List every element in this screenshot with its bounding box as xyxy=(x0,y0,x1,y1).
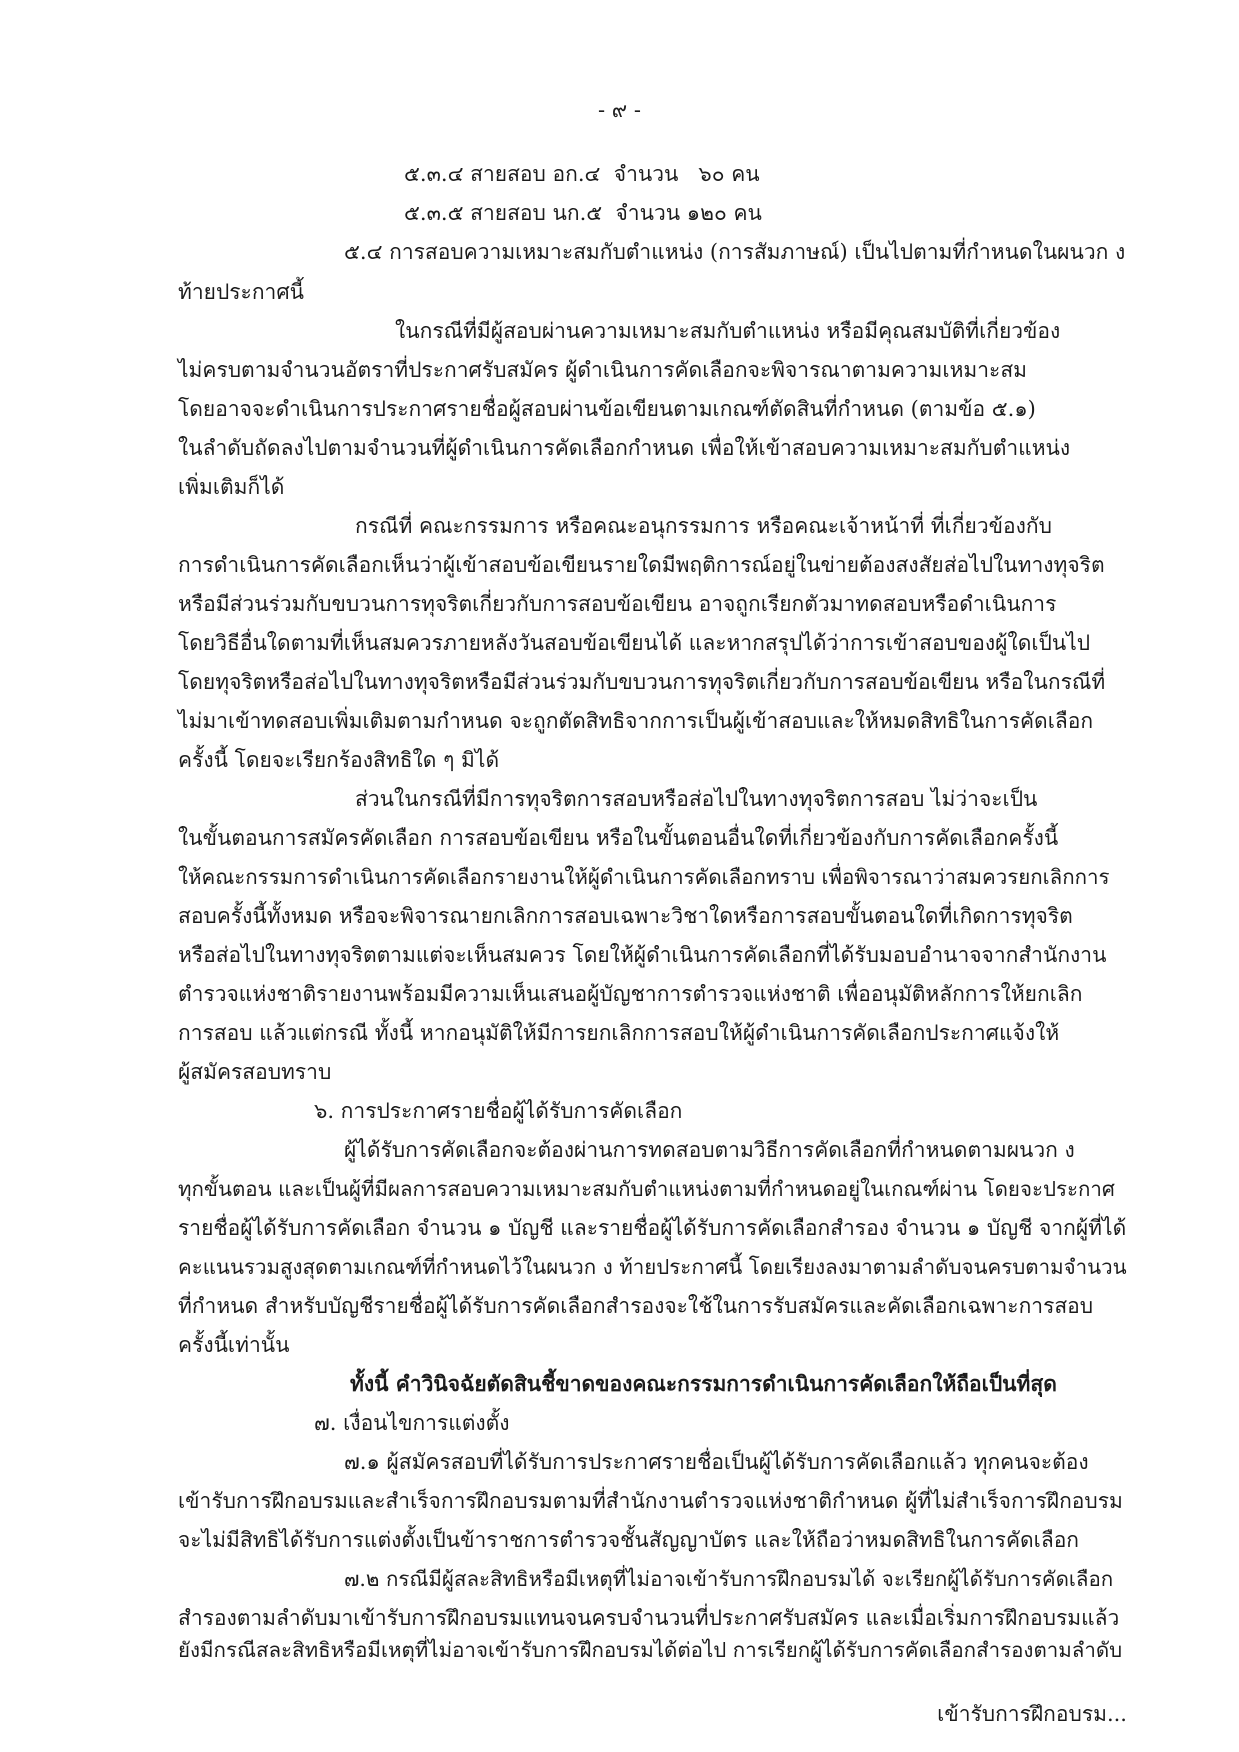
paragraph-line: ทุกขั้นตอน และเป็นผู้ที่มีผลการสอบความเหมาะสมกับตำแหน่งตามที่กำหนดอยู่ในเกณฑ์ผ่าน โดยจะประกาศ xyxy=(178,1177,1115,1201)
paragraph-line: ยังมีกรณีสละสิทธิหรือมีเหตุที่ไม่อาจเข้ารับการฝึกอบรมได้ต่อไป การเรียกผู้ได้รับการคัดเลือกสำรองตามลำดับ xyxy=(178,1638,1123,1662)
paragraph-line: ผู้ได้รับการคัดเลือกจะต้องผ่านการทดสอบตามวิธีการคัดเลือกที่กำหนดตามผนวก ง xyxy=(344,1138,1075,1162)
item-5-3-5: ๕.๓.๕ สายสอบ นก.๕ จำนวน ๑๒๐ คน xyxy=(404,201,762,225)
item-7-2: ๗.๒ กรณีมีผู้สละสิทธิหรือมีเหตุที่ไม่อาจเข้ารับการฝึกอบรมได้ จะเรียกผู้ได้รับการคัดเลือก xyxy=(344,1567,1114,1591)
paragraph-line: ผู้สมัครสอบทราบ xyxy=(178,1060,332,1084)
section-7-heading: ๗. เงื่อนไขการแต่งตั้ง xyxy=(314,1411,510,1435)
paragraph-line: เพิ่มเติมก็ได้ xyxy=(178,475,285,499)
paragraph-line: ท้ายประกาศนี้ xyxy=(178,280,305,304)
paragraph-line: ส่วนในกรณีที่มีการทุจริตการสอบหรือส่อไปในทางทุจริตการสอบ ไม่ว่าจะเป็น xyxy=(355,787,1038,811)
final-decision-note: ทั้งนี้ คำวินิจฉัยตัดสินชี้ขาดของคณะกรรมการดำเนินการคัดเลือกให้ถือเป็นที่สุด xyxy=(350,1371,1057,1396)
paragraph-line: ในขั้นตอนการสมัครคัดเลือก การสอบข้อเขียน หรือในขั้นตอนอื่นใดที่เกี่ยวข้องกับการคัดเลือกครั้งนี้ xyxy=(178,826,1059,850)
page-number: - ๙ - xyxy=(598,98,641,122)
paragraph-line: คะแนนรวมสูงสุดตามเกณฑ์ที่กำหนดไว้ในผนวก ง ท้ายประกาศนี้ โดยเรียงลงมาตามลำดับจนครบตามจำนวน xyxy=(178,1255,1127,1279)
paragraph-line: หรือส่อไปในทางทุจริตตามแต่จะเห็นสมควร โดยให้ผู้ดำเนินการคัดเลือกที่ได้รับมอบอำนาจจากสำนักงาน xyxy=(178,943,1107,967)
paragraph-line: ในลำดับถัดลงไปตามจำนวนที่ผู้ดำเนินการคัดเลือกกำหนด เพื่อให้เข้าสอบความเหมาะสมกับตำแหน่ง xyxy=(178,436,1071,460)
page-continuation: เข้ารับการฝึกอบรม... xyxy=(937,1702,1127,1726)
paragraph-line: สำรองตามลำดับมาเข้ารับการฝึกอบรมแทนจนครบจำนวนที่ประกาศรับสมัคร และเมื่อเริ่มการฝึกอบรมแล้ว xyxy=(178,1606,1120,1630)
paragraph-line: กรณีที่ คณะกรรมการ หรือคณะอนุกรรมการ หรือคณะเจ้าหน้าที่ ที่เกี่ยวข้องกับ xyxy=(355,514,1052,538)
paragraph-line: ไม่มาเข้าทดสอบเพิ่มเติมตามกำหนด จะถูกตัดสิทธิจากการเป็นผู้เข้าสอบและให้หมดสิทธิในการคัดเลือก xyxy=(178,709,1094,733)
paragraph-line: ครั้งนี้เท่านั้น xyxy=(178,1333,290,1357)
paragraph-line: ที่กำหนด สำหรับบัญชีรายชื่อผู้ได้รับการคัดเลือกสำรองจะใช้ในการรับสมัครและคัดเลือกเฉพาะการสอบ xyxy=(178,1294,1094,1318)
paragraph-line: การสอบ แล้วแต่กรณี ทั้งนี้ หากอนุมัติให้มีการยกเลิกการสอบให้ผู้ดำเนินการคัดเลือกประกาศแจ้งให้ xyxy=(178,1021,1060,1045)
paragraph-line: ตำรวจแห่งชาติรายงานพร้อมมีความเห็นเสนอผู้บัญชาการตำรวจแห่งชาติ เพื่ออนุมัติหลักการให้ยกเลิก xyxy=(178,982,1083,1006)
paragraph-line: จะไม่มีสิทธิได้รับการแต่งตั้งเป็นข้าราชการตำรวจชั้นสัญญาบัตร และให้ถือว่าหมดสิทธิในการคัดเลือก xyxy=(178,1528,1080,1552)
paragraph-line: โดยวิธีอื่นใดตามที่เห็นสมควรภายหลังวันสอบข้อเขียนได้ และหากสรุปได้ว่าการเข้าสอบของผู้ใดเป็นไป xyxy=(178,631,1091,655)
item-5-4: ๕.๔ การสอบความเหมาะสมกับตำแหน่ง (การสัมภาษณ์) เป็นไปตามที่กำหนดในผนวก ง xyxy=(344,240,1126,264)
paragraph-line: สอบครั้งนี้ทั้งหมด หรือจะพิจารณายกเลิกการสอบเฉพาะวิชาใดหรือการสอบขั้นตอนใดที่เกิดการทุจริต xyxy=(178,904,1073,928)
paragraph-line: ในกรณีที่มีผู้สอบผ่านความเหมาะสมกับตำแหน่ง หรือมีคุณสมบัติที่เกี่ยวข้อง xyxy=(395,319,1061,343)
paragraph-line: การดำเนินการคัดเลือกเห็นว่าผู้เข้าสอบข้อเขียนรายใดมีพฤติการณ์อยู่ในข่ายต้องสงสัยส่อไปในทางทุจริต xyxy=(178,553,1105,577)
item-5-3-4: ๕.๓.๔ สายสอบ อก.๔ จำนวน ๖๐ คน xyxy=(404,162,760,186)
paragraph-line: รายชื่อผู้ได้รับการคัดเลือก จำนวน ๑ บัญชี และรายชื่อผู้ได้รับการคัดเลือกสำรอง จำนวน ๑ บัญชี จากผู้ที่ได้ xyxy=(178,1216,1127,1240)
paragraph-line: เข้ารับการฝึกอบรมและสำเร็จการฝึกอบรมตามที่สำนักงานตำรวจแห่งชาติกำหนด ผู้ที่ไม่สำเร็จการฝึกอบรม xyxy=(178,1489,1123,1513)
section-6-heading: ๖. การประกาศรายชื่อผู้ได้รับการคัดเลือก xyxy=(314,1099,683,1123)
paragraph-line: ไม่ครบตามจำนวนอัตราที่ประกาศรับสมัคร ผู้ดำเนินการคัดเลือกจะพิจารณาตามความเหมาะสม xyxy=(178,358,1027,382)
paragraph-line: โดยอาจจะดำเนินการประกาศรายชื่อผู้สอบผ่านข้อเขียนตามเกณฑ์ตัดสินที่กำหนด (ตามข้อ ๕.๑) xyxy=(178,397,1036,421)
paragraph-line: หรือมีส่วนร่วมกับขบวนการทุจริตเกี่ยวกับการสอบข้อเขียน อาจถูกเรียกตัวมาทดสอบหรือดำเนินการ xyxy=(178,592,1057,616)
paragraph-line: ครั้งนี้ โดยจะเรียกร้องสิทธิใด ๆ มิได้ xyxy=(178,748,500,772)
paragraph-line: โดยทุจริตหรือส่อไปในทางทุจริตหรือมีส่วนร่วมกับขบวนการทุจริตเกี่ยวกับการสอบข้อเขียน หรือในกรณีที่ xyxy=(178,670,1106,694)
item-7-1: ๗.๑ ผู้สมัครสอบที่ได้รับการประกาศรายชื่อเป็นผู้ได้รับการคัดเลือกแล้ว ทุกคนจะต้อง xyxy=(344,1450,1089,1474)
paragraph-line: ให้คณะกรรมการดำเนินการคัดเลือกรายงานให้ผู้ดำเนินการคัดเลือกทราบ เพื่อพิจารณาว่าสมควรยกเลิกการ xyxy=(178,865,1110,889)
